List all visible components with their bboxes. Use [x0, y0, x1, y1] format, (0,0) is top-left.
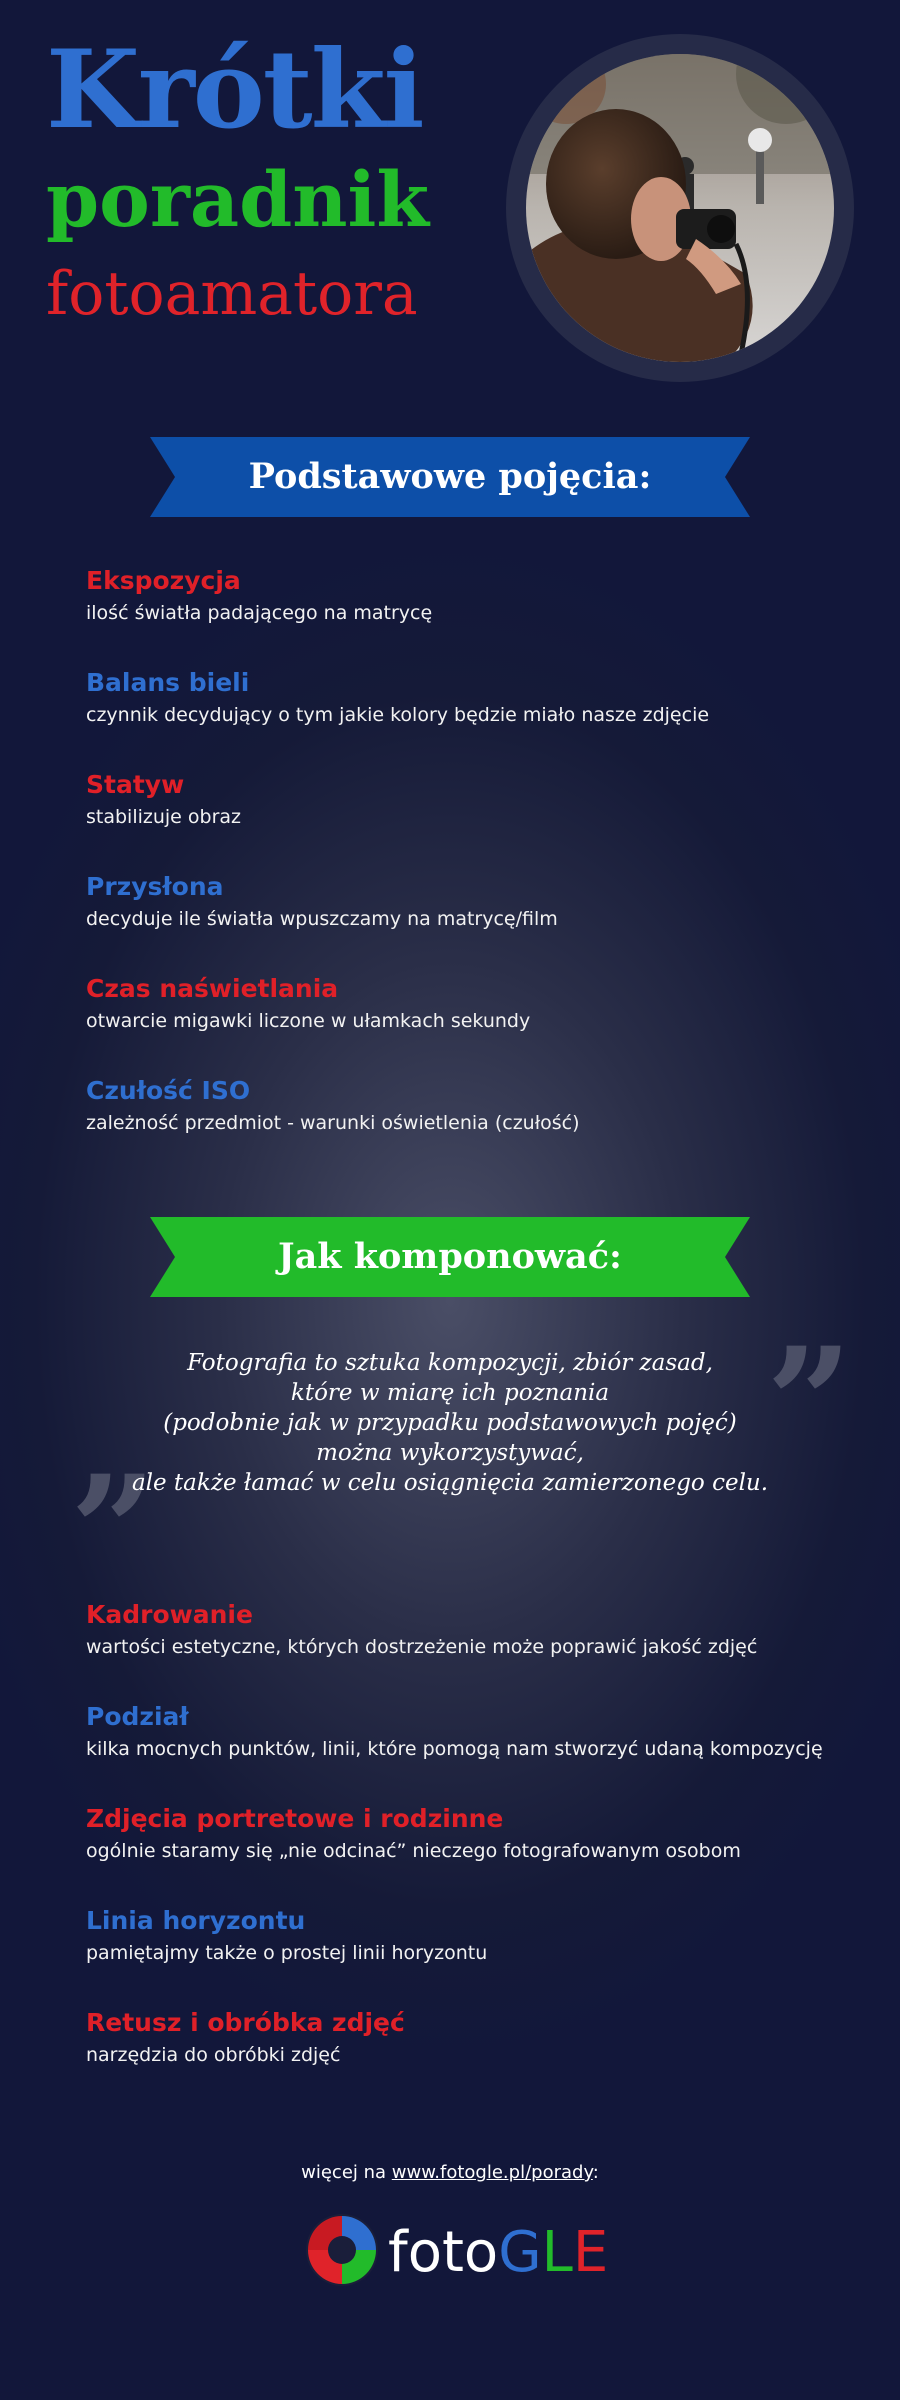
- list-item: [86, 1802, 823, 1904]
- quote-mark-icon: ”: [70, 1443, 157, 1619]
- list-item: [86, 972, 709, 1074]
- fotogle-wordmark: [388, 2218, 608, 2288]
- photo-frame: [506, 34, 854, 382]
- logo-g: G: [498, 2220, 542, 2285]
- list-item: [86, 1074, 709, 1176]
- list-item: [86, 1904, 823, 2006]
- logo-foto: foto: [388, 2220, 499, 2285]
- composition-quote: [110, 1348, 790, 1498]
- term: Ekspozycja: [86, 566, 241, 595]
- list-item: [86, 666, 709, 768]
- list-item: [86, 870, 709, 972]
- term: Linia horyzontu: [86, 1906, 306, 1935]
- list-item: [86, 1598, 823, 1700]
- fotogle-logo[interactable]: [300, 2208, 620, 2298]
- description: kilka mocnych punktów, linii, które pomogą nam stworzyć udaną kompozycję: [86, 1738, 823, 1760]
- description: stabilizuje obraz: [86, 806, 242, 828]
- composition-list: [86, 1598, 823, 2108]
- list-item: [86, 768, 709, 870]
- description: ilość światła padającego na matrycę: [86, 602, 433, 624]
- term: Zdjęcia portretowe i rodzinne: [86, 1804, 504, 1833]
- quote-line: (podobnie jak w przypadku podstawowych pojęć): [163, 1410, 737, 1436]
- term: Statyw: [86, 770, 185, 799]
- banner-basic-concepts: [150, 437, 750, 517]
- term: Czas naświetlania: [86, 974, 339, 1003]
- banner-basic-concepts-label: Podstawowe pojęcia:: [248, 456, 652, 497]
- description: wartości estetyczne, których dostrzeżenie może poprawić jakość zdjęć: [86, 1636, 758, 1658]
- basic-concepts-list: [86, 564, 709, 1176]
- quote-line: Fotografia to sztuka kompozycji, zbiór zasad,: [187, 1350, 713, 1376]
- term: Balans bieli: [86, 668, 250, 697]
- banner-composition-label: Jak komponować:: [278, 1236, 622, 1277]
- term: Retusz i obróbka zdjęć: [86, 2008, 405, 2037]
- quote-line: można wykorzystywać,: [316, 1440, 584, 1466]
- term: Przysłona: [86, 872, 224, 901]
- title-line-3: fotoamatora: [46, 259, 418, 329]
- logo-l: L: [541, 2220, 573, 2285]
- list-item: [86, 2006, 823, 2108]
- description: narzędzia do obróbki zdjęć: [86, 2044, 341, 2066]
- quote-line: ale także łamać w celu osiągnięcia zamierzonego celu.: [131, 1470, 769, 1496]
- description: zależność przedmiot - warunki oświetlenia (czułość): [86, 1112, 580, 1134]
- more-prefix: więcej na: [301, 2162, 392, 2183]
- description: pamiętajmy także o prostej linii horyzontu: [86, 1942, 488, 1964]
- photographer-image: [526, 54, 834, 362]
- more-info: [0, 2162, 900, 2183]
- quote-line: które w miarę ich poznania: [290, 1380, 610, 1406]
- banner-composition: [150, 1217, 750, 1297]
- term: Podział: [86, 1702, 189, 1731]
- list-item: [86, 564, 709, 666]
- description: otwarcie migawki liczone w ułamkach sekundy: [86, 1010, 531, 1032]
- quote-mark-icon: ”: [766, 1315, 853, 1491]
- page-title: [46, 27, 430, 329]
- title-line-2: poradnik: [46, 155, 430, 244]
- more-link[interactable]: www.fotogle.pl/porady: [391, 2162, 593, 2183]
- title-line-1: Krótki: [46, 27, 423, 153]
- description: decyduje ile światła wpuszczamy na matrycę/film: [86, 908, 558, 930]
- logo-e: E: [572, 2220, 609, 2285]
- more-suffix: :: [592, 2162, 599, 2183]
- list-item: [86, 1700, 823, 1802]
- description: czynnik decydujący o tym jakie kolory będzie miało nasze zdjęcie: [86, 704, 710, 726]
- fotogle-logo-icon: [304, 2212, 380, 2288]
- description: ogólnie staramy się „nie odcinać” nieczego fotografowanym osobom: [86, 1840, 741, 1862]
- term: Kadrowanie: [86, 1600, 253, 1629]
- term: Czułość ISO: [86, 1076, 251, 1105]
